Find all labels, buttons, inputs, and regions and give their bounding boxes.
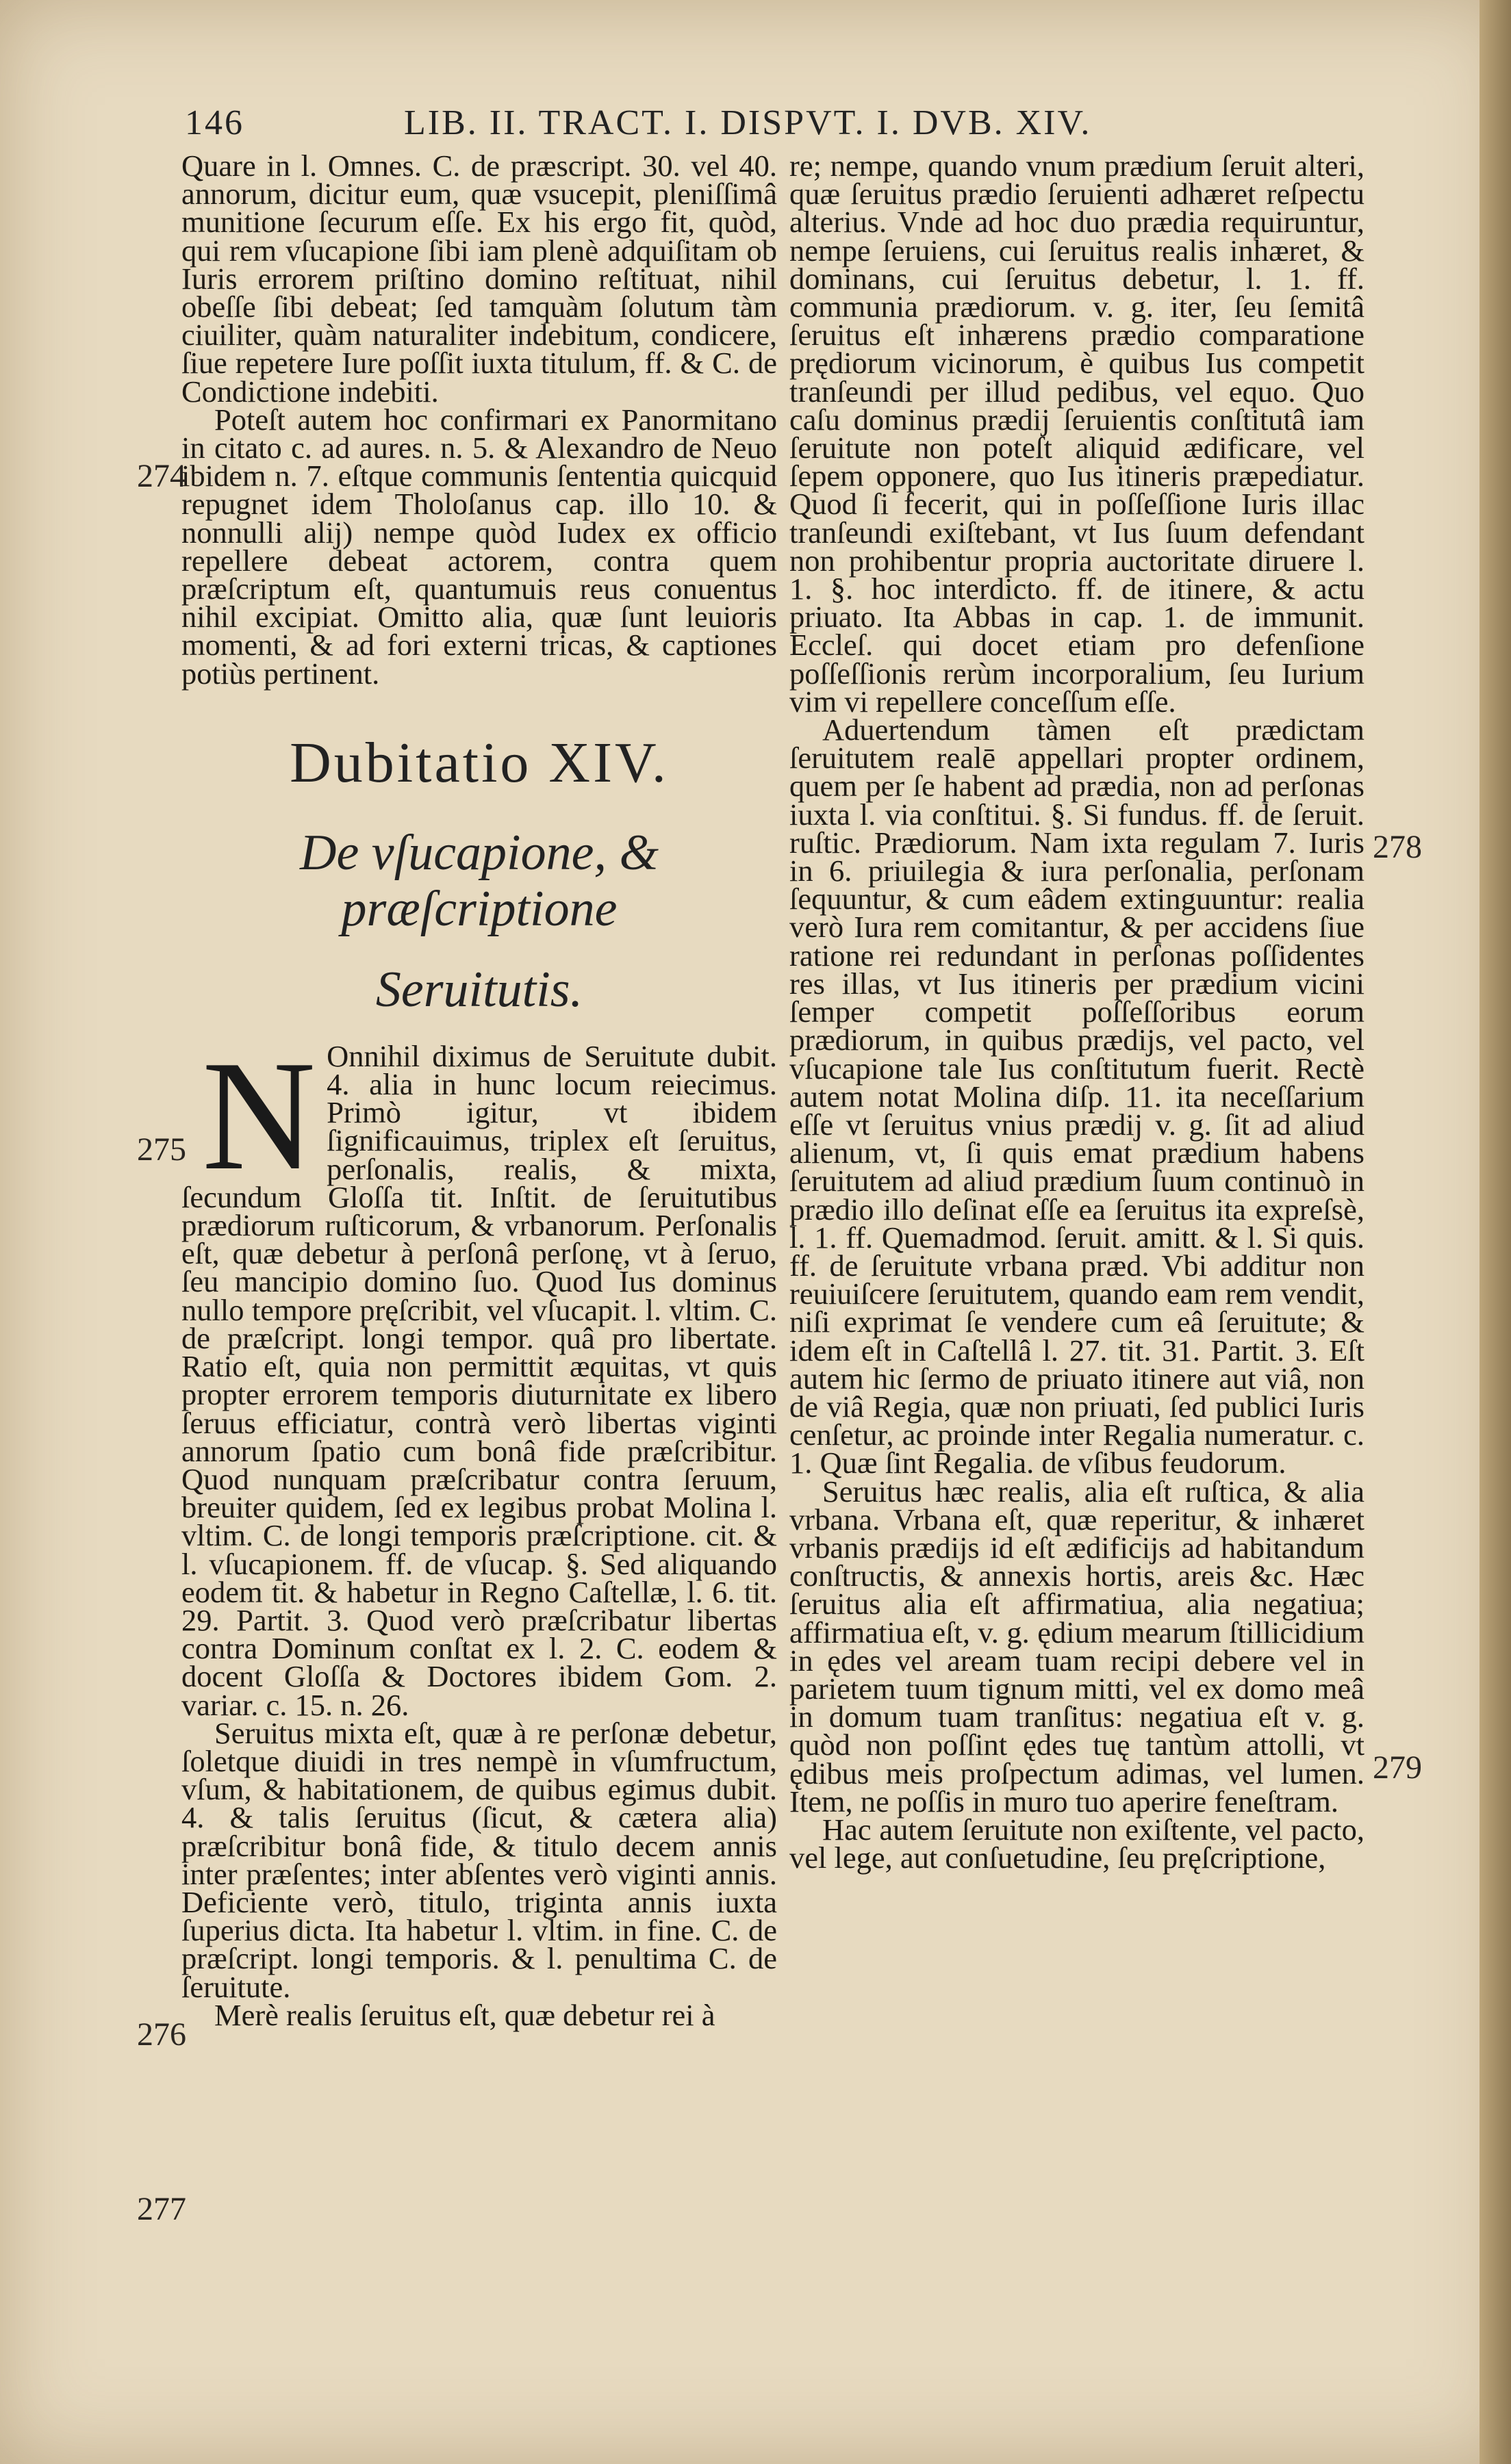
running-title: LIB. II. TRACT. I. DISPVT. I. DVB. XIV. — [404, 103, 1092, 142]
right-para-2: Aduertendum tàmen eſt prædictam ſeruitutem realē appellari propter ordinem, quem per ſe habent ad prædia, non ad perſonas iuxta l. via conſtitui. §. Si fundus. ff. de ſeruit. ruſtic. Prædiorum. Nam ixta regulam 7. Iuris in 6. priuilegia & iura perſonalia, perſonam ſequuntur, & cum eâdem extinguuntur: realia verò Iura rem comitantur, & per accidens ſiue ratione rei redundant in perſonas poſſidentes res illas, vt Ius itineris per prædium vicini ſemper competit poſſeſſoribus eorum prædiorum, in quibus prædijs, vel pacto, vel vſucapione tale Ius conſtitutum fuerit. Rectè autem notat Molina diſp. 11. ita neceſſarium eſſe vt ſeruitus vnius prædij v. g. ſit ad aliud alienum, vt, ſi quis emat prædium habens ſeruitutem ad aliud prædium ſuum continuò in prædio illo deſinat eſſe ea ſeruitus ita expreſsè, l. 1. ff. Quemadmod. ſeruit. amitt. & l. Si quis. ff. de ſeruitute vrbana præd. Vbi additur non reuiuiſcere ſeruitutem, quando eam rem vendit, niſi exprimat ſe vendere cum eâ ſeruitute; & idem eſt in Caſtellâ l. 27. tit. 31. Partit. 3. Eſt autem hic ſermo de priuato itinere aut viâ, non de viâ Regia, quæ non priuati, ſed publici Iuris cenſetur, ac proinde inter Regalia numeratur. c. 1. Quæ ſint Regalia. de vſibus feudorum. — [789, 713, 1364, 1480]
margin-number-275: 275 — [137, 1131, 186, 1168]
right-column — [789, 149, 1364, 1875]
left-para-4: Seruitus mixta eſt, quæ à re perſonæ debetur, ſoletque diuidi in tres nempè in vſumfructum, vſum, & habitationem, de quibus egimus dubit. 4. & talis ſeruitus (ſicut, & cætera alia) præſcribitur bonâ fide, & titulo decem annis inter præſentes; inter abſentes verò viginti annis. Deficiente verò, titulo, triginta annis iuxta ſuperius dicta. Ita habetur l. vltim. in fine. C. de præſcript. longi temporis. & l. penultima C. de ſeruitute. — [181, 1715, 777, 2004]
margin-number-278: 278 — [1373, 829, 1422, 865]
left-para-3: Onnihil diximus de Seruitute dubit. 4. alia in hunc locum reiecimus. Primò igitur, vt ibidem ſignificauimus, triplex eſt ſeruitus, perſonalis, realis, & mixta, ſecundum Gloſſa tit. Inſtit. de ſeruitutibus prædiorum ruſticorum, & vrbanorum. Perſonalis eſt, quæ debetur à perſonâ perſonę, vt à ſeruo, ſeu mancipio domino ſuo. Quod Ius dominus nullo tempore pręſcribit, vel vſucapit. l. vltim. C. de præſcript. longi tempor. quâ pro libertate. Ratio eſt, quia non permittit æquitas, vt quis propter errorem temporis diuturnitate ex libero ſeruus efficiatur, contrà verò libertas viginti annorum ſpatio cum bonâ fide præſcribitur. Quod nunquam præſcribatur contra ſeruum, breuiter quidem, ſed ex legibus probat Molina l. vltim. C. de longi temporis præſcriptione. cit. & l. vſucapionem. ff. de vſucap. §. Sed aliquando eodem tit. & habetur in Regno Caſtellæ, l. 6. tit. 29. Partit. 3. Quod verò præſcribatur libertas contra Dominum conſtat ex l. 2. C. eodem & docent Gloſſa & Doctores ibidem Gom. 2. variar. c. 15. n. 26. — [181, 1038, 777, 1722]
left-para-2: Poteſt autem hoc confirmari ex Panormitano in citato c. ad aures. n. 5. & Alexandro de Neuo ibidem n. 7. eſtque communis ſententia quicquid repugnet idem Tholoſanus cap. illo 10. & nonnulli alij) nempe quòd Iudex ex officio repellere debeat actorem, contra quem præſcriptum eſt, quantumuis reus conuentus nihil excipiat. Omitto alia, quæ ſunt leuioris momenti, & ad fori externi tricas, & captiones potiùs pertinent. — [181, 402, 777, 691]
left-column — [181, 149, 777, 2032]
margin-number-276: 276 — [137, 2016, 186, 2053]
page-header — [178, 103, 1356, 151]
page-number: 146 — [185, 103, 244, 142]
right-para-1: re; nempe, quando vnum prædium ſeruit alteri, quæ ſeruitus prædio ſeruienti adhæret reſpectu alterius. Vnde ad hoc duo prædia requiruntur, nempe ſeruiens, cui ſeruitus realis inhæret, & dominans, cui ſeruitus debetur, l. 1. ff. communia prædiorum. v. g. iter, ſeu ſemitâ ſeruitus eſt inhærens prædio comparatione prędiorum vicinorum, è quibus Ius competit tranſeundi per illud pedibus, vel equo. Quo caſu dominus prædij ſeruientis conſtitutâ iam ſeruitute non poteſt aliquid ædificare, vel ſepem opponere, quo Ius itineris præpediatur. Quod ſi fecerit, qui in poſſeſſione Iuris illac tranſeundi exiſtebant, vt Ius ſuum defendant non prohibentur propria auctoritate diruere l. 1. §. hoc interdicto. ff. de itinere, & actu priuato. Ita Abbas in cap. 1. de immunit. Eccleſ. qui docet etiam pro defenſione poſſeſſionis rerùm incorporalium, ſeu Iurium vim vi repellere conceſſum eſſe. — [789, 149, 1364, 719]
right-para-4: Hac autem ſeruitute non exiſtente, vel pacto, vel lege, aut conſuetudine, ſeu pręſcriptione, — [789, 1812, 1364, 1875]
section-subheading-2: Seruitutis. — [375, 961, 583, 1018]
left-para-5: Merè realis ſeruitus eſt, quæ debetur rei à — [214, 1997, 715, 2032]
drop-cap: N — [202, 1027, 316, 1203]
left-para-1: Quare in l. Omnes. C. de præscript. 30. vel 40. annorum, dicitur eum, quæ vsucepit, pleniſſimâ munitione ſecurum eſſe. Ex his ergo fit, quòd, qui rem vſucapione ſibi iam plenè adquiſitam ob Iuris errorem priſtino domino reſtituat, nihil obeſſe ſibi debeat; ſed tamquàm ſolutum tàm ciuiliter, quàm naturaliter indebitum, condicere, ſiue repetere Iure poſſit iuxta titulum, ff. & C. de Condictione indebiti. — [181, 149, 777, 409]
margin-number-277: 277 — [137, 2191, 186, 2227]
section-heading: Dubitatio XIV. — [290, 730, 669, 795]
margin-number-279: 279 — [1373, 1749, 1422, 1786]
section-subheading-1: De vſucapione, & præſcriptione — [300, 824, 659, 937]
right-para-3: Seruitus hæc realis, alia eſt ruſtica, & alia vrbana. Vrbana eſt, quæ reperitur, & inhæret vrbanis prædijs id eſt ædificijs ad habitandum conſtructis, & annexis hortis, areis &c. Hæc ſeruitus alia eſt affirmatiua, alia negatiua; affirmatiua eſt, v. g. ędium mearum ſtillicidium in ędes vel aream tuam recipi debere vel in parietem tuum tignum mitti, vel ex domo meâ in domum tuam tranſitus: negatiua eſt v. g. quòd non poſſint ędes tuę tantùm attolli, vt ędibus meis proſpectum adimas, vel lumen. Item, ne poſſis in muro tuo aperire feneſtram. — [789, 1474, 1364, 1819]
margin-number-274: 274 — [137, 458, 186, 494]
page-edge — [1480, 0, 1511, 2464]
